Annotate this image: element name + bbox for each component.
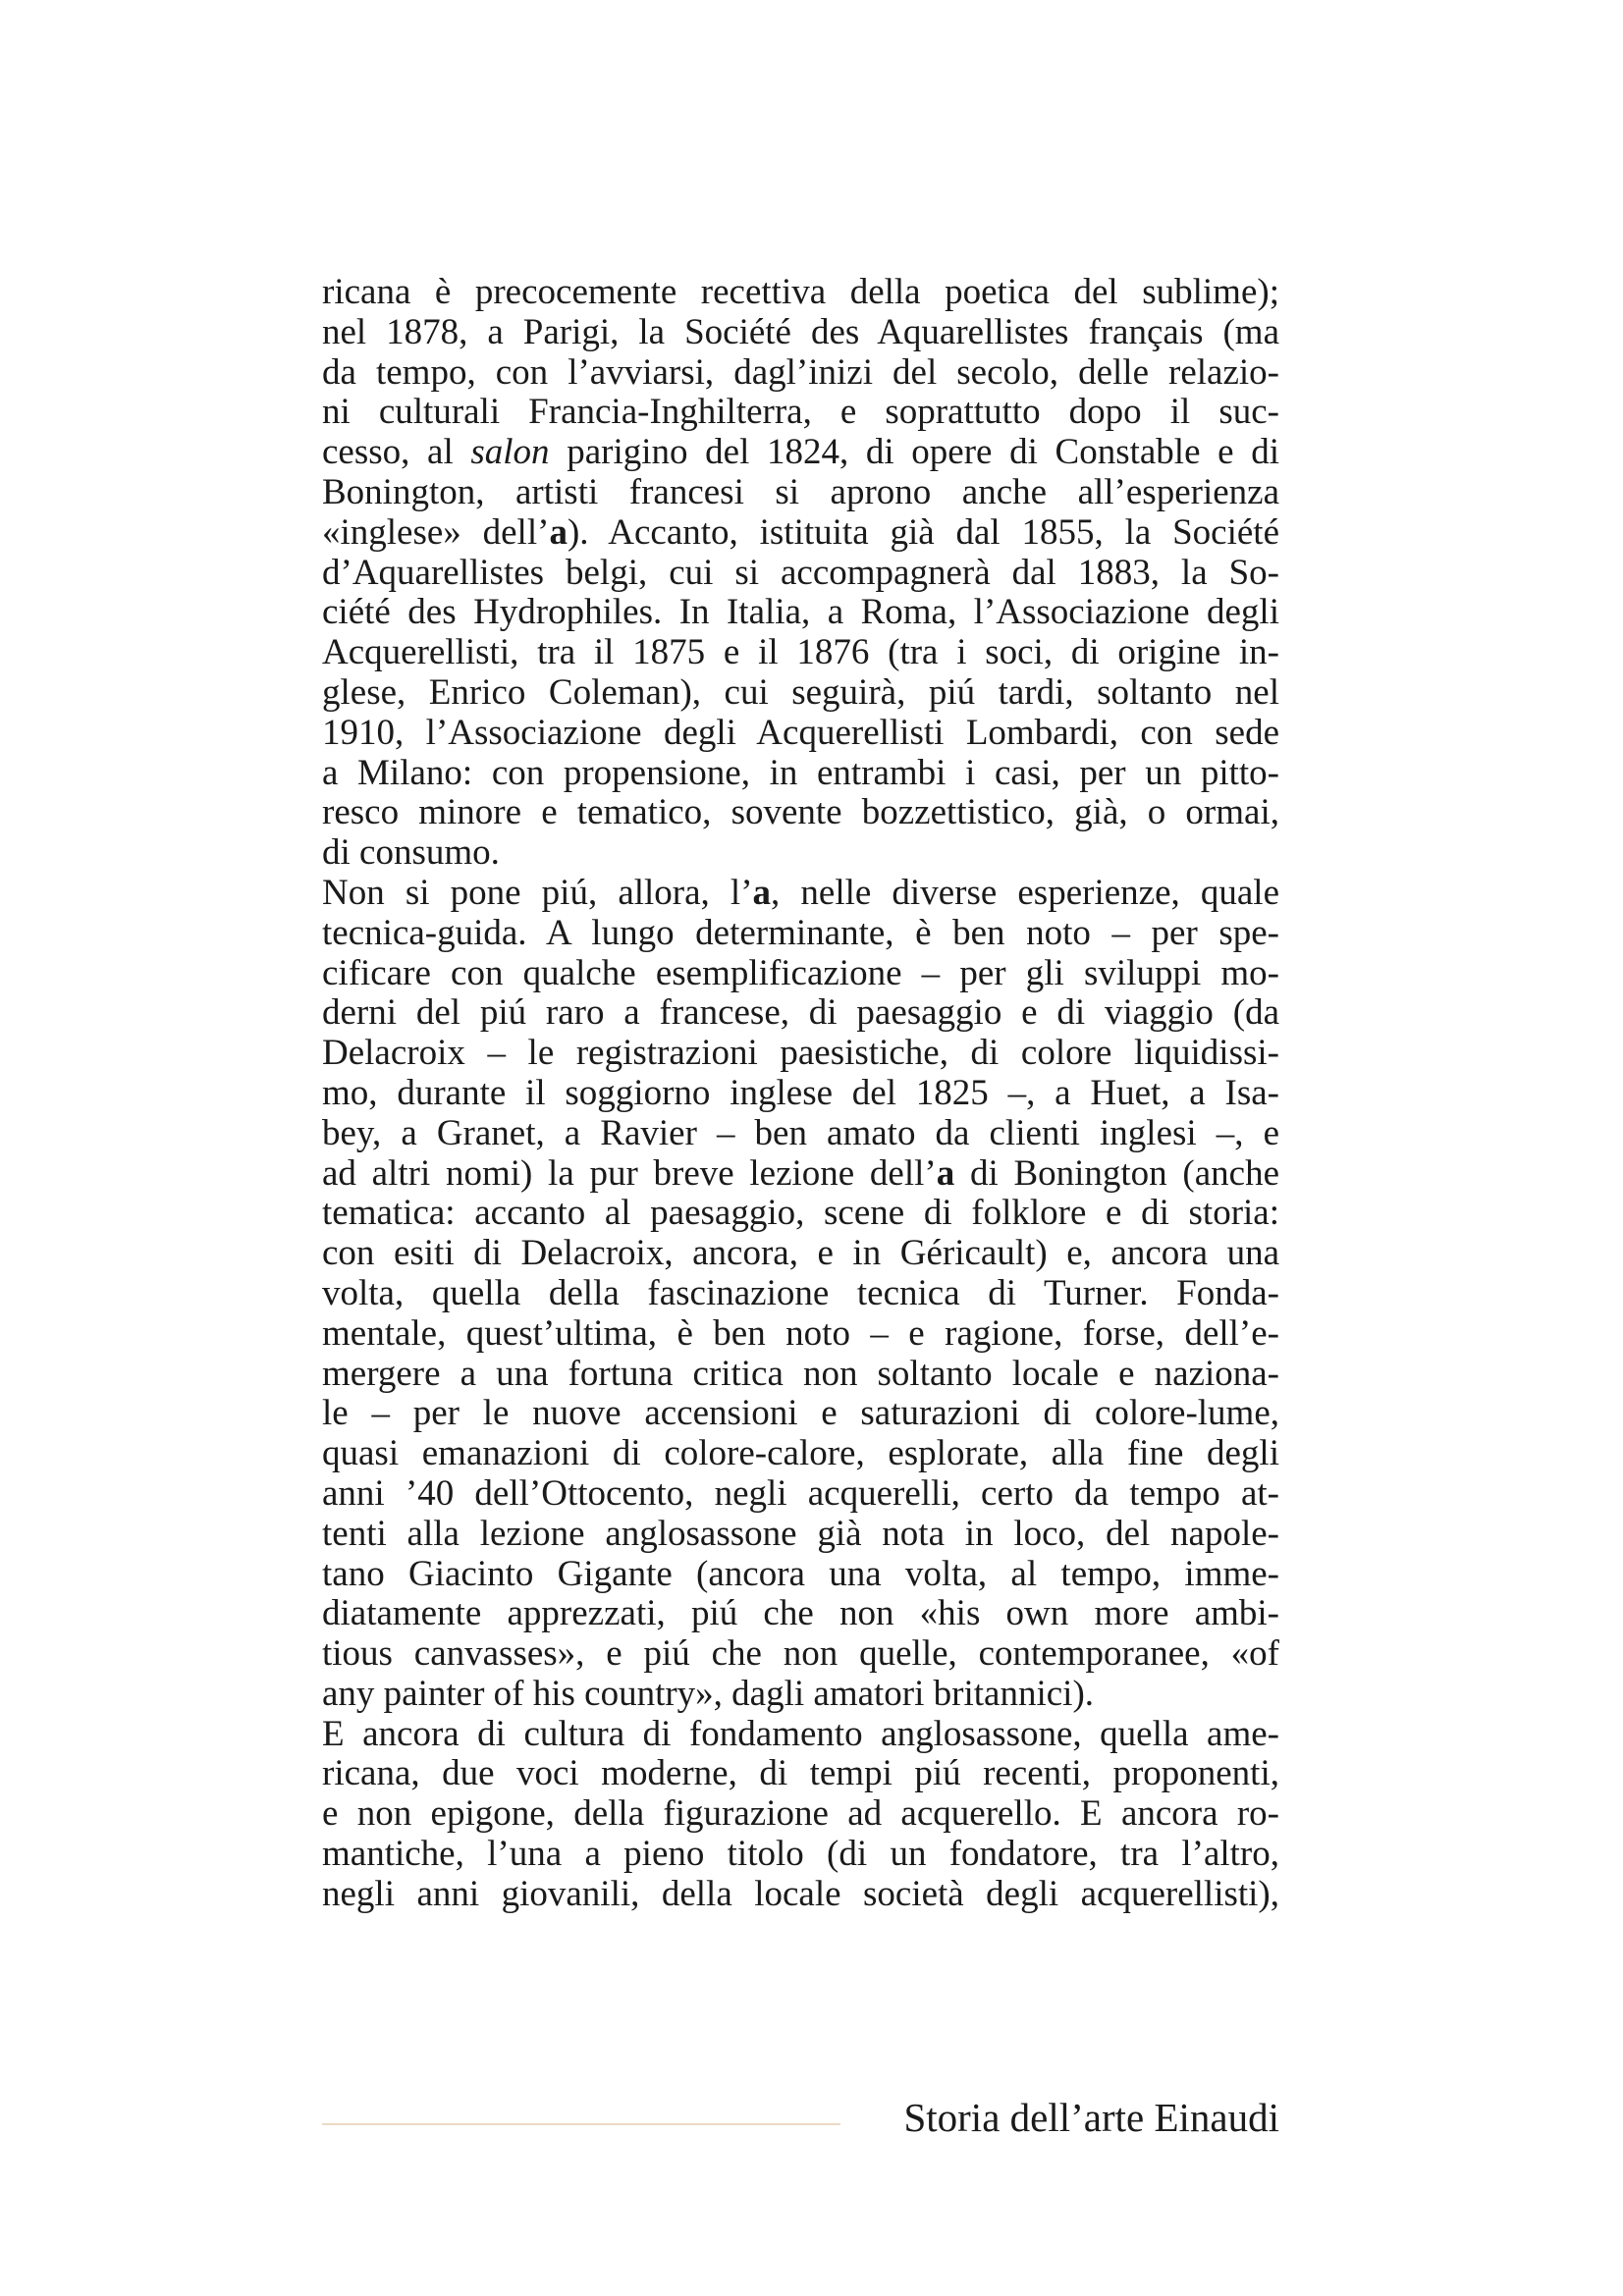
body-text xyxy=(322,273,1279,1915)
footer-publisher-label: Storia dell’arte Einaudi xyxy=(903,2095,1279,2140)
text-line: anni ’40 dell’Ottocento, negli acquerelli, certo da tempo at- xyxy=(322,1472,1279,1514)
text-line: «inglese» dell’a). Accanto, istituita già dal 1855, la Société xyxy=(322,511,1280,553)
text-line: resco minore e tematico, sovente bozzettistico, già, o ormai, xyxy=(322,792,1279,833)
text-line: mo, durante il soggiorno inglese del 1825 –, a Huet, a Isa- xyxy=(322,1072,1279,1113)
text-line: ciété des Hydrophiles. In Italia, a Roma, l’Associazione degli xyxy=(322,592,1279,633)
text-line: 1910, l’Associazione degli Acquerellisti Lombardi, con sede xyxy=(322,712,1279,753)
text-line: da tempo, con l’avviarsi, dagl’inizi del secolo, delle relazio- xyxy=(322,351,1279,393)
text-line: volta, quella della fascinazione tecnica di Turner. Fonda- xyxy=(322,1272,1279,1313)
text-line: diatamente apprezzati, piú che non «his own more ambi- xyxy=(322,1593,1279,1634)
text-line: con esiti di Delacroix, ancora, e in Géricault) e, ancora una xyxy=(322,1233,1279,1274)
text-line: ad altri nomi) la pur breve lezione dell’a di Bonington (anche xyxy=(322,1152,1279,1194)
text-line: e non epigone, della figurazione ad acquerello. E ancora ro- xyxy=(322,1793,1279,1835)
text-line: negli anni giovanili, della locale società degli acquerellisti), xyxy=(322,1873,1279,1914)
text-line: Non si pone piú, allora, l’a, nelle diverse esperienze, quale xyxy=(322,872,1279,913)
text-line: mergere a una fortuna critica non soltanto locale e naziona- xyxy=(322,1353,1279,1394)
text-line: nel 1878, a Parigi, la Société des Aquarellistes français (ma xyxy=(322,311,1279,352)
text-line: d’Aquarellistes belgi, cui si accompagnerà dal 1883, la So- xyxy=(322,552,1279,593)
footer-rule xyxy=(322,2123,840,2125)
text-line: mentale, quest’ultima, è ben noto – e ragione, forse, dell’e- xyxy=(322,1312,1279,1354)
text-line: bey, a Granet, a Ravier – ben amato da clienti inglesi –, e xyxy=(322,1112,1279,1153)
page-footer xyxy=(322,2089,1279,2148)
text-line: Delacroix – le registrazioni paesistiche, di colore liquidissi- xyxy=(322,1033,1279,1074)
text-line: le – per le nuove accensioni e saturazioni di colore-lume, xyxy=(322,1393,1279,1434)
text-line: a Milano: con propensione, in entrambi i casi, per un pitto- xyxy=(322,752,1279,793)
text-line: tenti alla lezione anglosassone già nota in loco, del napole- xyxy=(322,1513,1279,1554)
text-line: derni del piú raro a francese, di paesaggio e di viaggio (da xyxy=(322,992,1279,1034)
text-line: glese, Enrico Coleman), cui seguirà, piú tardi, soltanto nel xyxy=(322,671,1279,713)
text-line: ricana, due voci moderne, di tempi piú recenti, proponenti, xyxy=(322,1753,1279,1794)
text-line: Bonington, artisti francesi si aprono anche all’esperienza xyxy=(322,471,1279,512)
text-line: cificare con qualche esemplificazione – per gli sviluppi mo- xyxy=(322,952,1279,993)
text-line: any painter of his country», dagli amatori britannici). xyxy=(322,1673,1095,1714)
text-line: tious canvasses», e piú che non quelle, contemporanee, «of xyxy=(322,1633,1279,1675)
text-line: tano Giacinto Gigante (ancora una volta, al tempo, imme- xyxy=(322,1553,1279,1594)
text-line: ni culturali Francia-Inghilterra, e soprattutto dopo il suc- xyxy=(322,392,1279,433)
text-line: cesso, al salon parigino del 1824, di opere di Constable e di xyxy=(322,432,1279,473)
text-line: Acquerellisti, tra il 1875 e il 1876 (tra i soci, di origine in- xyxy=(322,632,1279,673)
text-line: ricana è precocemente recettiva della poetica del sublime); xyxy=(322,272,1279,312)
text-line: E ancora di cultura di fondamento anglosassone, quella ame- xyxy=(322,1713,1279,1754)
text-line: di consumo. xyxy=(322,832,500,874)
text-line: mantiche, l’una a pieno titolo (di un fondatore, tra l’altro, xyxy=(322,1834,1279,1875)
text-line: tematica: accanto al paesaggio, scene di folklore e di storia: xyxy=(322,1193,1279,1234)
text-line: quasi emanazioni di colore-calore, esplorate, alla fine degli xyxy=(322,1433,1279,1474)
text-line: tecnica-guida. A lungo determinante, è ben noto – per spe- xyxy=(322,912,1279,953)
